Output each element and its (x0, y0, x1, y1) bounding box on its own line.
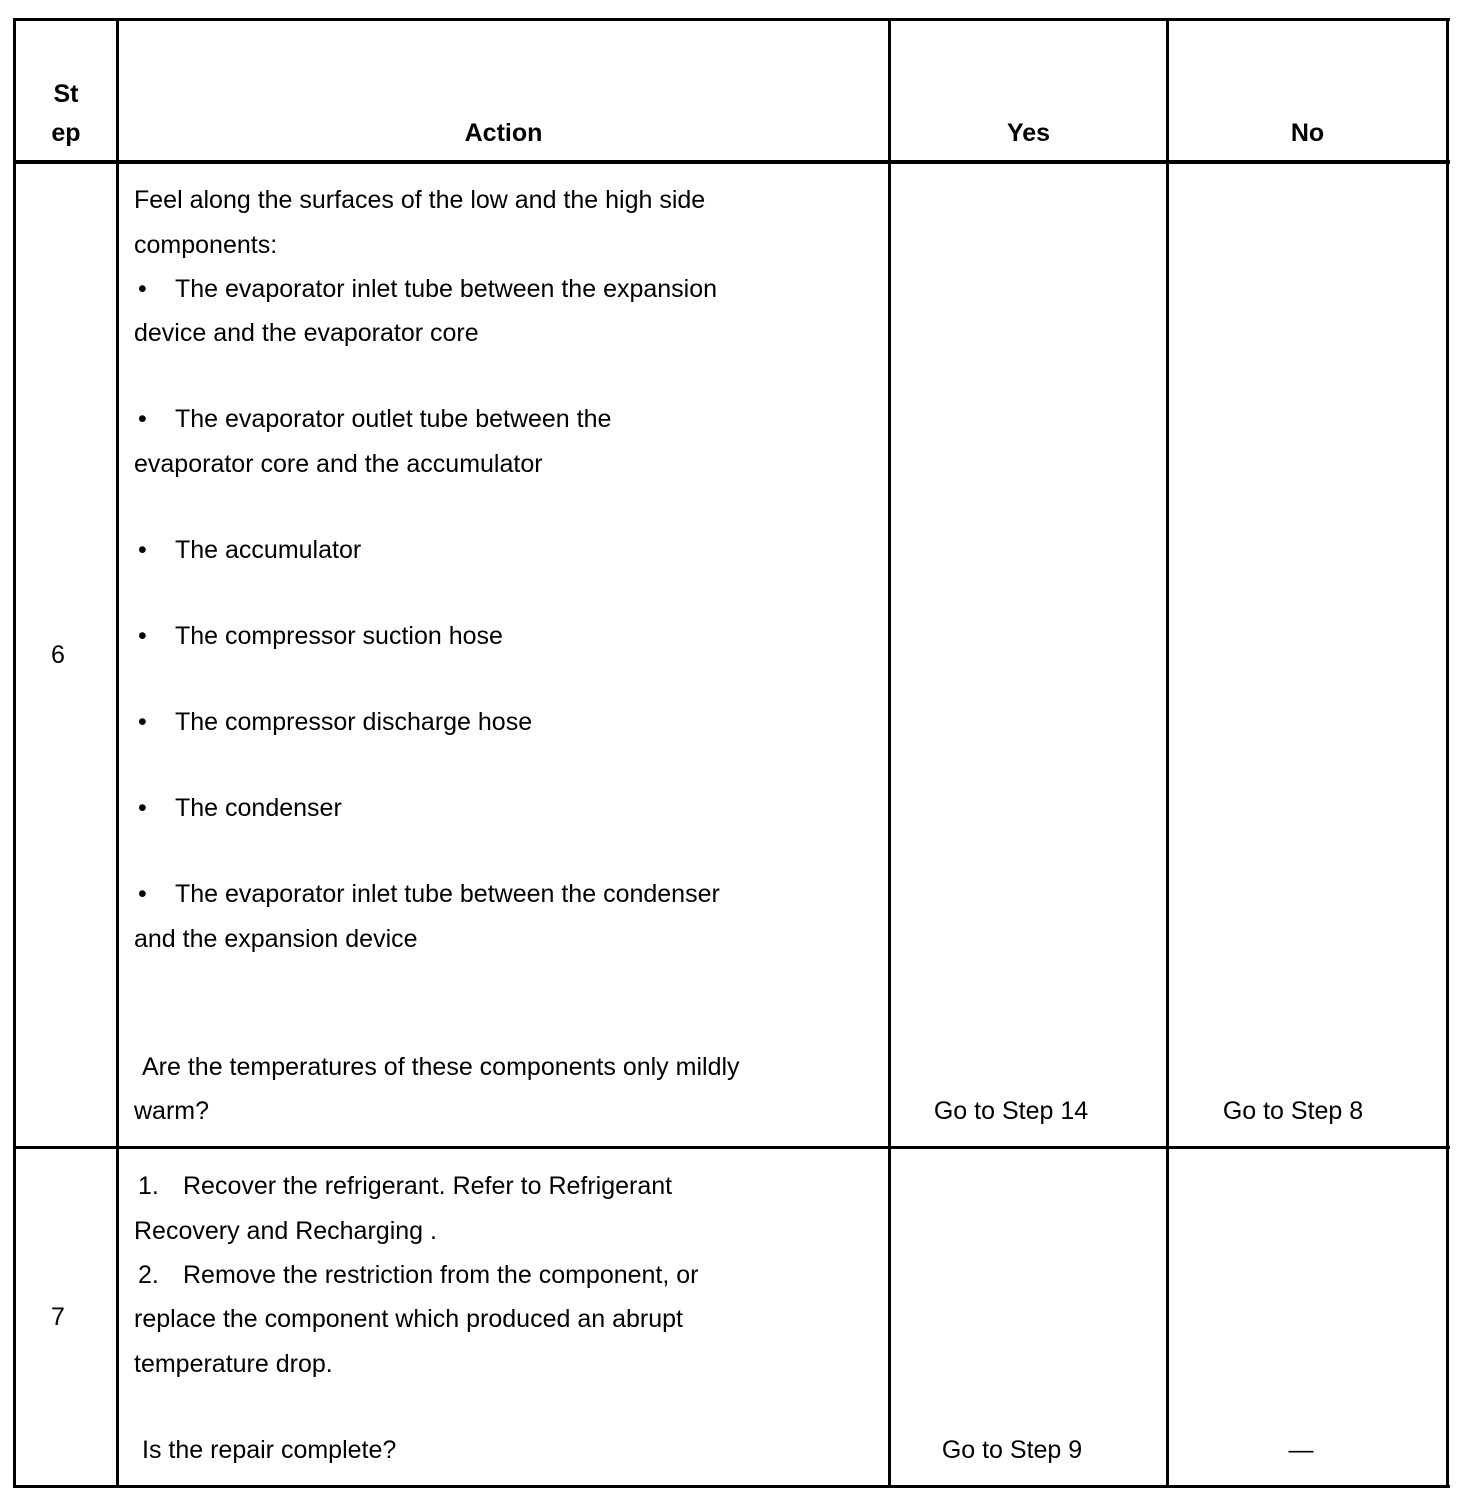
table-left-border (13, 18, 16, 1488)
row-7-step-2-line2: replace the component which produced an abrupt (134, 1305, 683, 1333)
row-6-bottom-border (13, 1146, 1450, 1149)
row-6-bullet-2-line1: The evaporator outlet tube between the (175, 405, 612, 433)
row-6-bullet-7-line1: The evaporator inlet tube between the condenser (175, 880, 720, 908)
row-6-question-line2: warm? (134, 1097, 210, 1125)
row-6-yes: Go to Step 14 (933, 1097, 1089, 1125)
row-6-bullet-1-line2: device and the evaporator core (134, 319, 479, 347)
step-col-divider (116, 18, 119, 1488)
row-7-question: Is the repair complete? (142, 1436, 397, 1464)
row-6-step: 6 (51, 641, 65, 669)
bullet-marker: • (138, 275, 147, 303)
header-yes: Yes (1006, 119, 1051, 147)
bullet-marker: • (138, 708, 147, 736)
row-6-intro-line2: components: (134, 231, 278, 259)
row-7-no: — (1288, 1436, 1314, 1464)
row-7-step-2-line3: temperature drop. (134, 1350, 333, 1378)
row-6-bullet-6: The condenser (175, 794, 342, 822)
row-7-step-2-line1: Remove the restriction from the component, or (183, 1261, 699, 1289)
row-6-question-line1: Are the temperatures of these components only mildly (142, 1053, 740, 1081)
bullet-marker: • (138, 880, 147, 908)
header-step (16, 75, 116, 153)
row-7-step-2-number: 2. (138, 1261, 159, 1289)
bullet-marker: • (138, 622, 147, 650)
row-7-yes: Go to Step 9 (941, 1436, 1083, 1464)
yes-col-divider (1166, 18, 1169, 1488)
bullet-marker: • (138, 536, 147, 564)
table-bottom-border (13, 1485, 1450, 1488)
header-no: No (1290, 119, 1325, 147)
header-step-line1: St (53, 80, 79, 108)
row-6-no: Go to Step 8 (1222, 1097, 1364, 1125)
header-bottom-border (13, 160, 1450, 164)
row-7-step-1-number: 1. (138, 1172, 159, 1200)
row-7-step-1-line2: Recovery and Recharging . (134, 1217, 437, 1245)
row-7-step: 7 (51, 1303, 65, 1331)
header-action: Action (464, 119, 543, 147)
row-6-bullet-4: The compressor suction hose (175, 622, 503, 650)
row-6-intro-line1: Feel along the surfaces of the low and the high side (134, 186, 706, 214)
row-6-bullet-7-line2: and the expansion device (134, 925, 418, 953)
row-6-bullet-3: The accumulator (175, 536, 362, 564)
bullet-marker: • (138, 405, 147, 433)
row-6-bullet-2-line2: evaporator core and the accumulator (134, 450, 543, 478)
table-right-border (1446, 18, 1449, 1488)
table-top-border (13, 18, 1450, 21)
action-col-divider (888, 18, 891, 1488)
row-6-bullet-1-line1: The evaporator inlet tube between the expansion (175, 275, 718, 303)
header-step-line2: ep (51, 119, 81, 147)
bullet-marker: • (138, 794, 147, 822)
row-6-bullet-5: The compressor discharge hose (175, 708, 533, 736)
row-7-step-1-line1: Recover the refrigerant. Refer to Refrigerant (183, 1172, 673, 1200)
